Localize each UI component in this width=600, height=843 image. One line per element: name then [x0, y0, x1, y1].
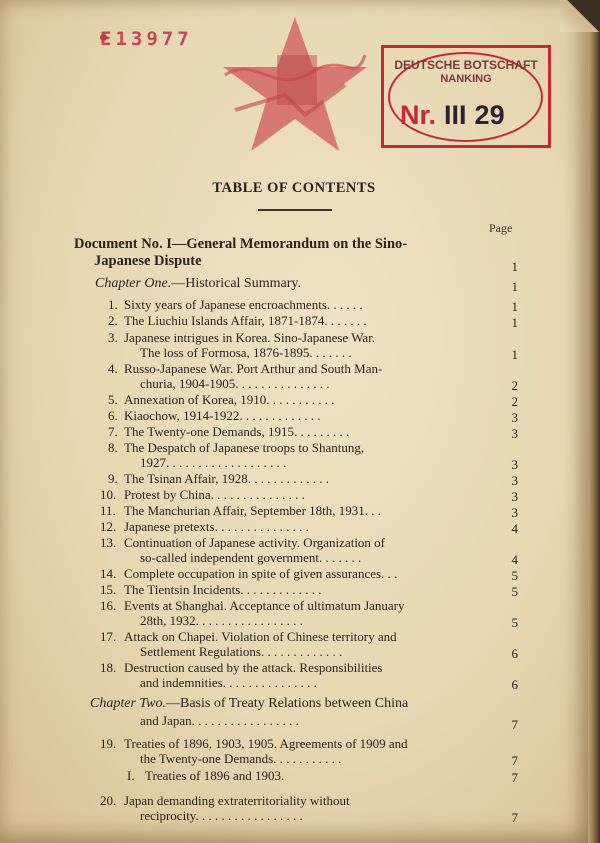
toc-item-text: Annexation of Korea, 1910. . . . . . . . . . . — [124, 392, 335, 407]
toc-item-number: 17. — [100, 629, 117, 644]
toc-item-page: 6 — [511, 677, 518, 692]
toc-item-text: and indemnities. . . . . . . . . . . . . . . — [140, 675, 317, 690]
toc-item-number: 13. — [100, 535, 117, 550]
toc-item-page: 3 — [511, 473, 518, 488]
toc-item-page: 6 — [511, 646, 518, 661]
toc-item-page: 1 — [511, 299, 518, 314]
chapter-one-name: Chapter One. — [95, 276, 172, 291]
toc-item-text: Protest by China. . . . . . . . . . . . . . . — [124, 487, 305, 502]
toc-item-text: churia, 1904-1905. . . . . . . . . . . . . . . — [140, 376, 330, 391]
toc-item-number: 10. — [100, 487, 117, 502]
toc-item-page: 7 — [511, 753, 518, 768]
toc-item-number: 20. — [100, 793, 117, 808]
toc-item-page: 3 — [511, 426, 518, 441]
toc-item-text: Japanese pretexts. . . . . . . . . . . . . . . — [124, 519, 309, 534]
toc-item-text: Sixty years of Japanese encroachments. . . . . . — [124, 297, 363, 312]
serial-number-stamp: E13977 — [100, 28, 193, 50]
toc-item-number: 14. — [100, 566, 117, 581]
toc-item-number: 9. — [108, 471, 118, 486]
toc-item-page: 3 — [511, 489, 518, 504]
chapter-two-name: Chapter Two. — [90, 696, 166, 711]
toc-item-number: 2. — [108, 313, 118, 328]
toc-item-text: the Twenty-one Demands. . . . . . . . . . . — [140, 751, 342, 766]
chapter-two-title: —Basis of Treaty Relations between China — [165, 696, 409, 711]
toc-item-page: 7 — [511, 770, 518, 785]
document-heading-line2: Japanese Dispute — [94, 253, 202, 269]
toc-item-page: 3 — [511, 505, 518, 520]
toc-item-number: 4. — [108, 361, 118, 376]
toc-item-text: Russo-Japanese War. Port Arthur and South Man- — [124, 361, 383, 376]
stamp-number-prefix: Nr. — [400, 100, 437, 130]
toc-item-text: Complete occupation in spite of given assurances. . . — [124, 566, 398, 581]
toc-item-number: 19. — [100, 736, 117, 751]
page-title: TABLE OF CONTENTS — [212, 180, 376, 196]
chapter-one-heading — [95, 276, 301, 292]
toc-item-number: I. — [127, 768, 135, 783]
embassy-name: DEUTSCHE BOTSCHAFT — [394, 58, 538, 72]
toc-item-text: Attack on Chapei. Violation of Chinese territory and — [124, 629, 397, 644]
toc-item-text: Events at Shanghai. Acceptance of ultimatum January — [124, 598, 405, 613]
toc-item-text: Continuation of Japanese activity. Organization of — [124, 535, 386, 550]
chapter-one-page: 1 — [511, 279, 518, 294]
toc-item-page: 1 — [511, 315, 518, 330]
chapter-two-page: 7 — [511, 717, 518, 732]
toc-item-page: 1 — [511, 347, 518, 362]
toc-item-page: 3 — [511, 410, 518, 425]
toc-item-number: 11. — [100, 503, 116, 518]
toc-item-page: 7 — [511, 810, 518, 825]
toc-item-page: 2 — [511, 394, 518, 409]
toc-item-number: 5. — [108, 392, 118, 407]
toc-item-number: 12. — [100, 519, 117, 534]
toc-item-text: Treaties of 1896 and 1903. — [145, 768, 285, 783]
toc-item-number: 18. — [100, 660, 117, 675]
toc-item-page: 3 — [511, 457, 518, 472]
toc-item-page: 2 — [511, 378, 518, 393]
toc-item-number: 7. — [108, 424, 118, 439]
toc-item-text: 1927. . . . . . . . . . . . . . . . . . . — [140, 455, 287, 470]
embassy-city: NANKING — [440, 73, 492, 85]
toc-item-number: 15. — [100, 582, 117, 597]
toc-item-text: The Liuchiu Islands Affair, 1871-1874. . . . . . . — [124, 313, 367, 328]
toc-item-text: The Manchurian Affair, September 18th, 1931. . . — [124, 503, 382, 518]
page-edge — [588, 0, 600, 843]
toc-item-text: Settlement Regulations. . . . . . . . . . . . . — [140, 644, 343, 659]
toc-item-text: The loss of Formosa, 1876-1895. . . . . . . — [140, 345, 352, 360]
toc-item-number: 8. — [108, 440, 118, 455]
toc-item-number: 1. — [108, 297, 118, 312]
stamp-month: III — [444, 100, 467, 130]
toc-item-text: The Despatch of Japanese troops to Shantung, — [124, 440, 365, 455]
chapter-two-title-line2: and Japan. . . . . . . . . . . . . . . . . — [140, 713, 299, 728]
toc-item-page: 4 — [511, 552, 518, 567]
toc-item-page: 5 — [511, 615, 518, 630]
document-heading-line1: Document No. I—General Memorandum on the Sino- — [74, 236, 408, 252]
toc-item-page: 5 — [511, 568, 518, 583]
document-page-number: 1 — [511, 259, 518, 274]
toc-item-text: Treaties of 1896, 1903, 1905. Agreements of 1909 and — [124, 736, 408, 751]
stamp-day: 29 — [474, 100, 505, 130]
toc-item-text: Japanese intrigues in Korea. Sino-Japanese War. — [124, 330, 376, 345]
toc-item-number: 3. — [108, 330, 118, 345]
page-column-header: Page — [489, 221, 513, 235]
toc-item-text: The Tsinan Affair, 1928. . . . . . . . . . . . . — [124, 471, 329, 486]
toc-item-page: 4 — [511, 521, 518, 536]
toc-item-number: 6. — [108, 408, 118, 423]
chapter-one-title: —Historical Summary. — [171, 276, 301, 291]
toc-item-text: Japan demanding extraterritoriality without — [124, 793, 350, 808]
toc-item-page: 5 — [511, 584, 518, 599]
toc-item-text: 28th, 1932. . . . . . . . . . . . . . . . . — [140, 613, 303, 628]
chapter-two-heading — [90, 696, 408, 712]
toc-item-text: Destruction caused by the attack. Responsibilities — [124, 660, 383, 675]
toc-item-text: The Twenty-one Demands, 1915. . . . . . . . . — [124, 424, 350, 439]
toc-item-text: so-called independent government. . . . . . . — [140, 550, 362, 565]
toc-item-text: Kiaochow, 1914-1922. . . . . . . . . . . . . — [124, 408, 321, 423]
toc-item-text: The Tientsin Incidents. . . . . . . . . . . . . — [124, 582, 322, 597]
toc-item-number: 16. — [100, 598, 117, 613]
toc-item-text: reciprocity. . . . . . . . . . . . . . . . . — [140, 808, 303, 823]
